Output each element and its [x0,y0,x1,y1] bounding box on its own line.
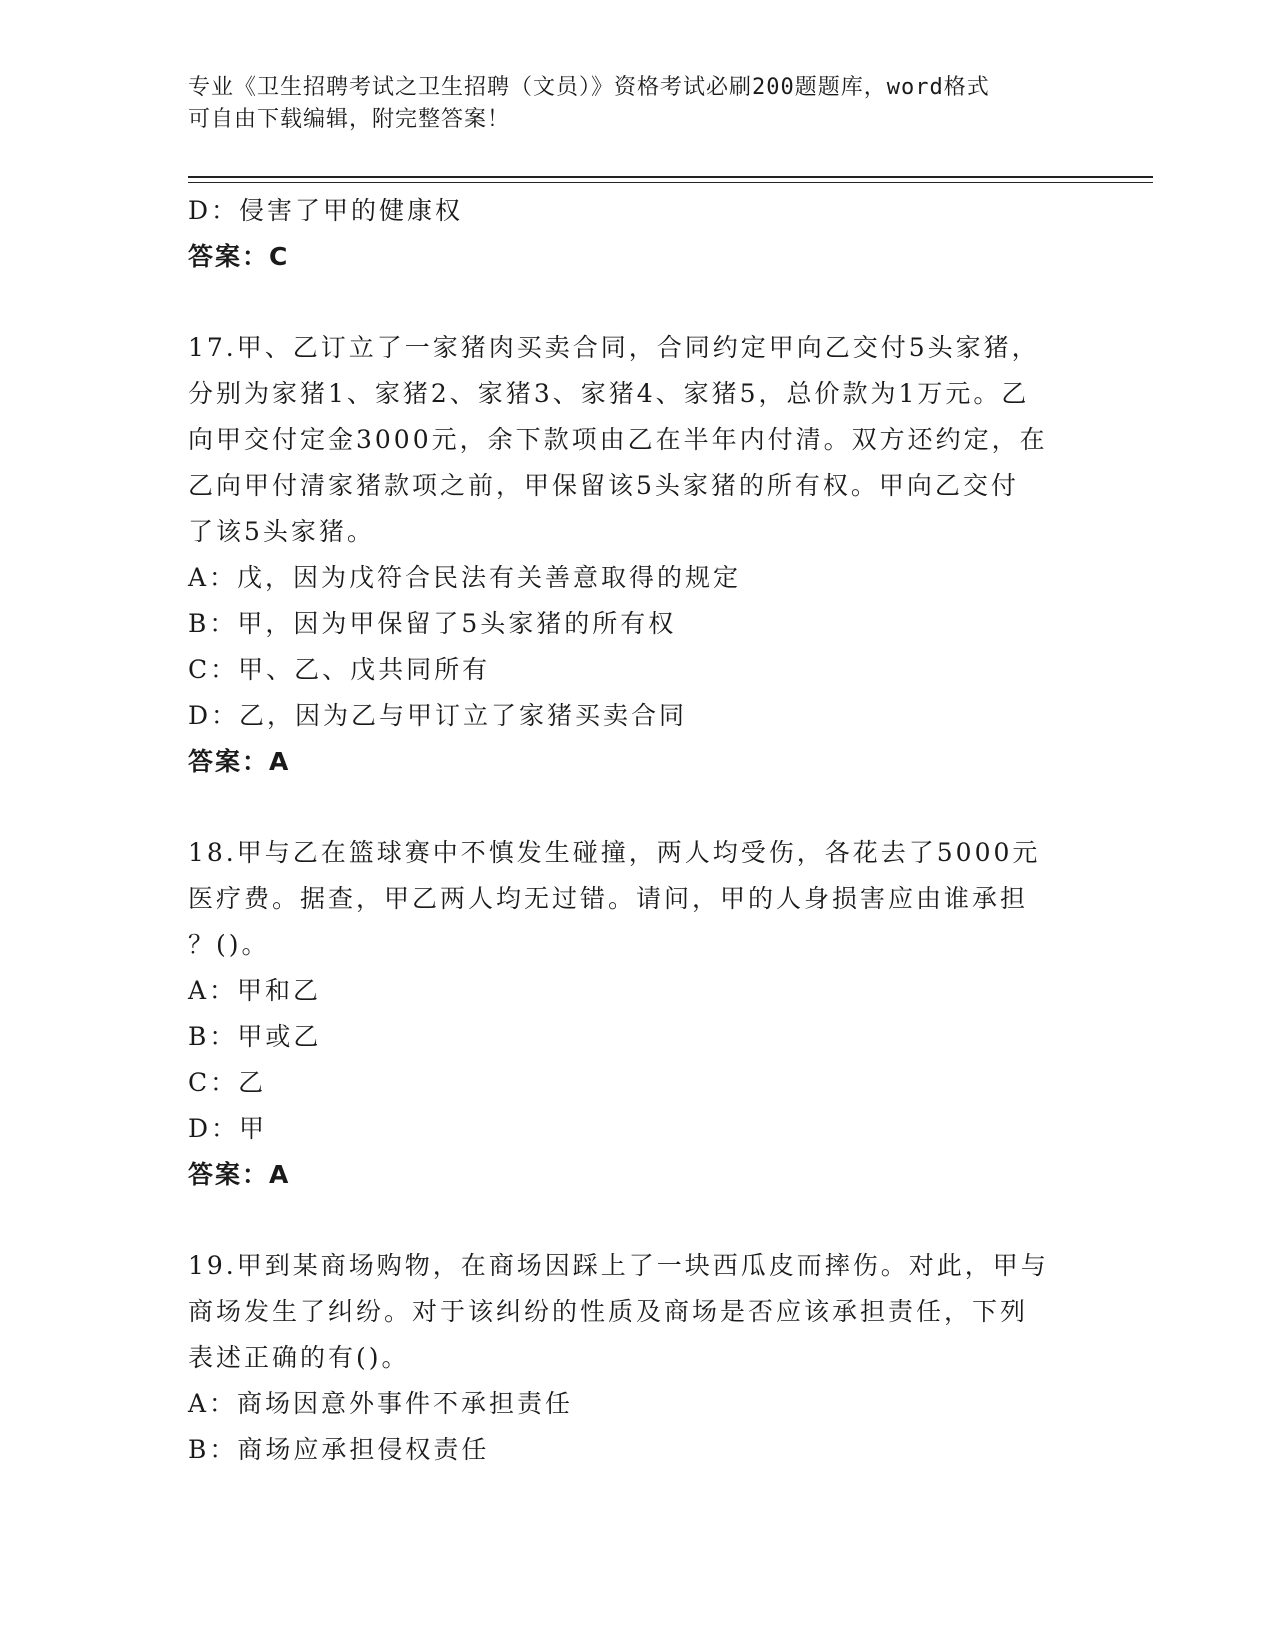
question-stem-line: 表述正确的有()。 [188,1343,410,1372]
option-b: B：甲，因为甲保留了5头家猪的所有权 [188,609,677,638]
answer-line: 答案：A [188,747,291,776]
question-stem-line: 18.甲与乙在篮球赛中不慎发生碰撞，两人均受伤，各花去了5000元 [188,838,1041,867]
option-b: B：商场应承担侵权责任 [188,1435,490,1464]
question-stem-line: 向甲交付定金3000元，余下款项由乙在半年内付清。双方还约定，在 [188,425,1048,454]
question-stem-line: 19.甲到某商场购物，在商场因踩上了一块西瓜皮而摔伤。对此，甲与 [188,1251,1049,1280]
option-a: A：甲和乙 [188,976,322,1005]
header-rule-thick [188,176,1153,178]
question-stem-line: 17.甲、乙订立了一家猪肉买卖合同，合同约定甲向乙交付5头家猪， [188,333,1040,362]
option-d: D：侵害了甲的健康权 [188,196,464,225]
option-a: A：戊，因为戊符合民法有关善意取得的规定 [188,563,742,592]
option-c: C：甲、乙、戊共同所有 [188,655,491,684]
option-a: A：商场因意外事件不承担责任 [188,1389,574,1418]
question-stem-line: 医疗费。据查，甲乙两人均无过错。请问，甲的人身损害应由谁承担 [188,884,1029,913]
header-line-1: 专业《卫生招聘考试之卫生招聘（文员）》资格考试必刷200题题库，word格式 [188,75,990,100]
question-block-previous [188,188,1088,280]
header-line-2: 可自由下载编辑，附完整答案！ [188,107,511,132]
question-stem-line: ？()。 [188,930,270,959]
block-spacer [188,785,1088,830]
question-stem-line: 乙向甲付清家猪款项之前，甲保留该5头家猪的所有权。甲向乙交付 [188,471,1019,500]
answer-line: 答案：A [188,1160,291,1189]
question-block-17 [188,325,1088,785]
option-c: C：乙 [188,1068,267,1097]
page-header [188,72,1088,136]
question-stem-line: 商场发生了纠纷。对于该纠纷的性质及商场是否应该承担责任，下列 [188,1297,1029,1326]
option-b: B：甲或乙 [188,1022,322,1051]
question-stem-line: 分别为家猪1、家猪2、家猪3、家猪4、家猪5，总价款为1万元。乙 [188,379,1030,408]
block-spacer [188,280,1088,325]
question-block-19 [188,1243,1088,1473]
answer-line: 答案：C [188,242,290,271]
question-content [188,188,1088,1473]
question-stem-line: 了该5头家猪。 [188,517,375,546]
option-d: D：乙，因为乙与甲订立了家猪买卖合同 [188,701,688,730]
block-spacer [188,1198,1088,1243]
question-block-18 [188,830,1088,1198]
header-rule-thin [188,182,1153,183]
option-d: D：甲 [188,1114,268,1143]
